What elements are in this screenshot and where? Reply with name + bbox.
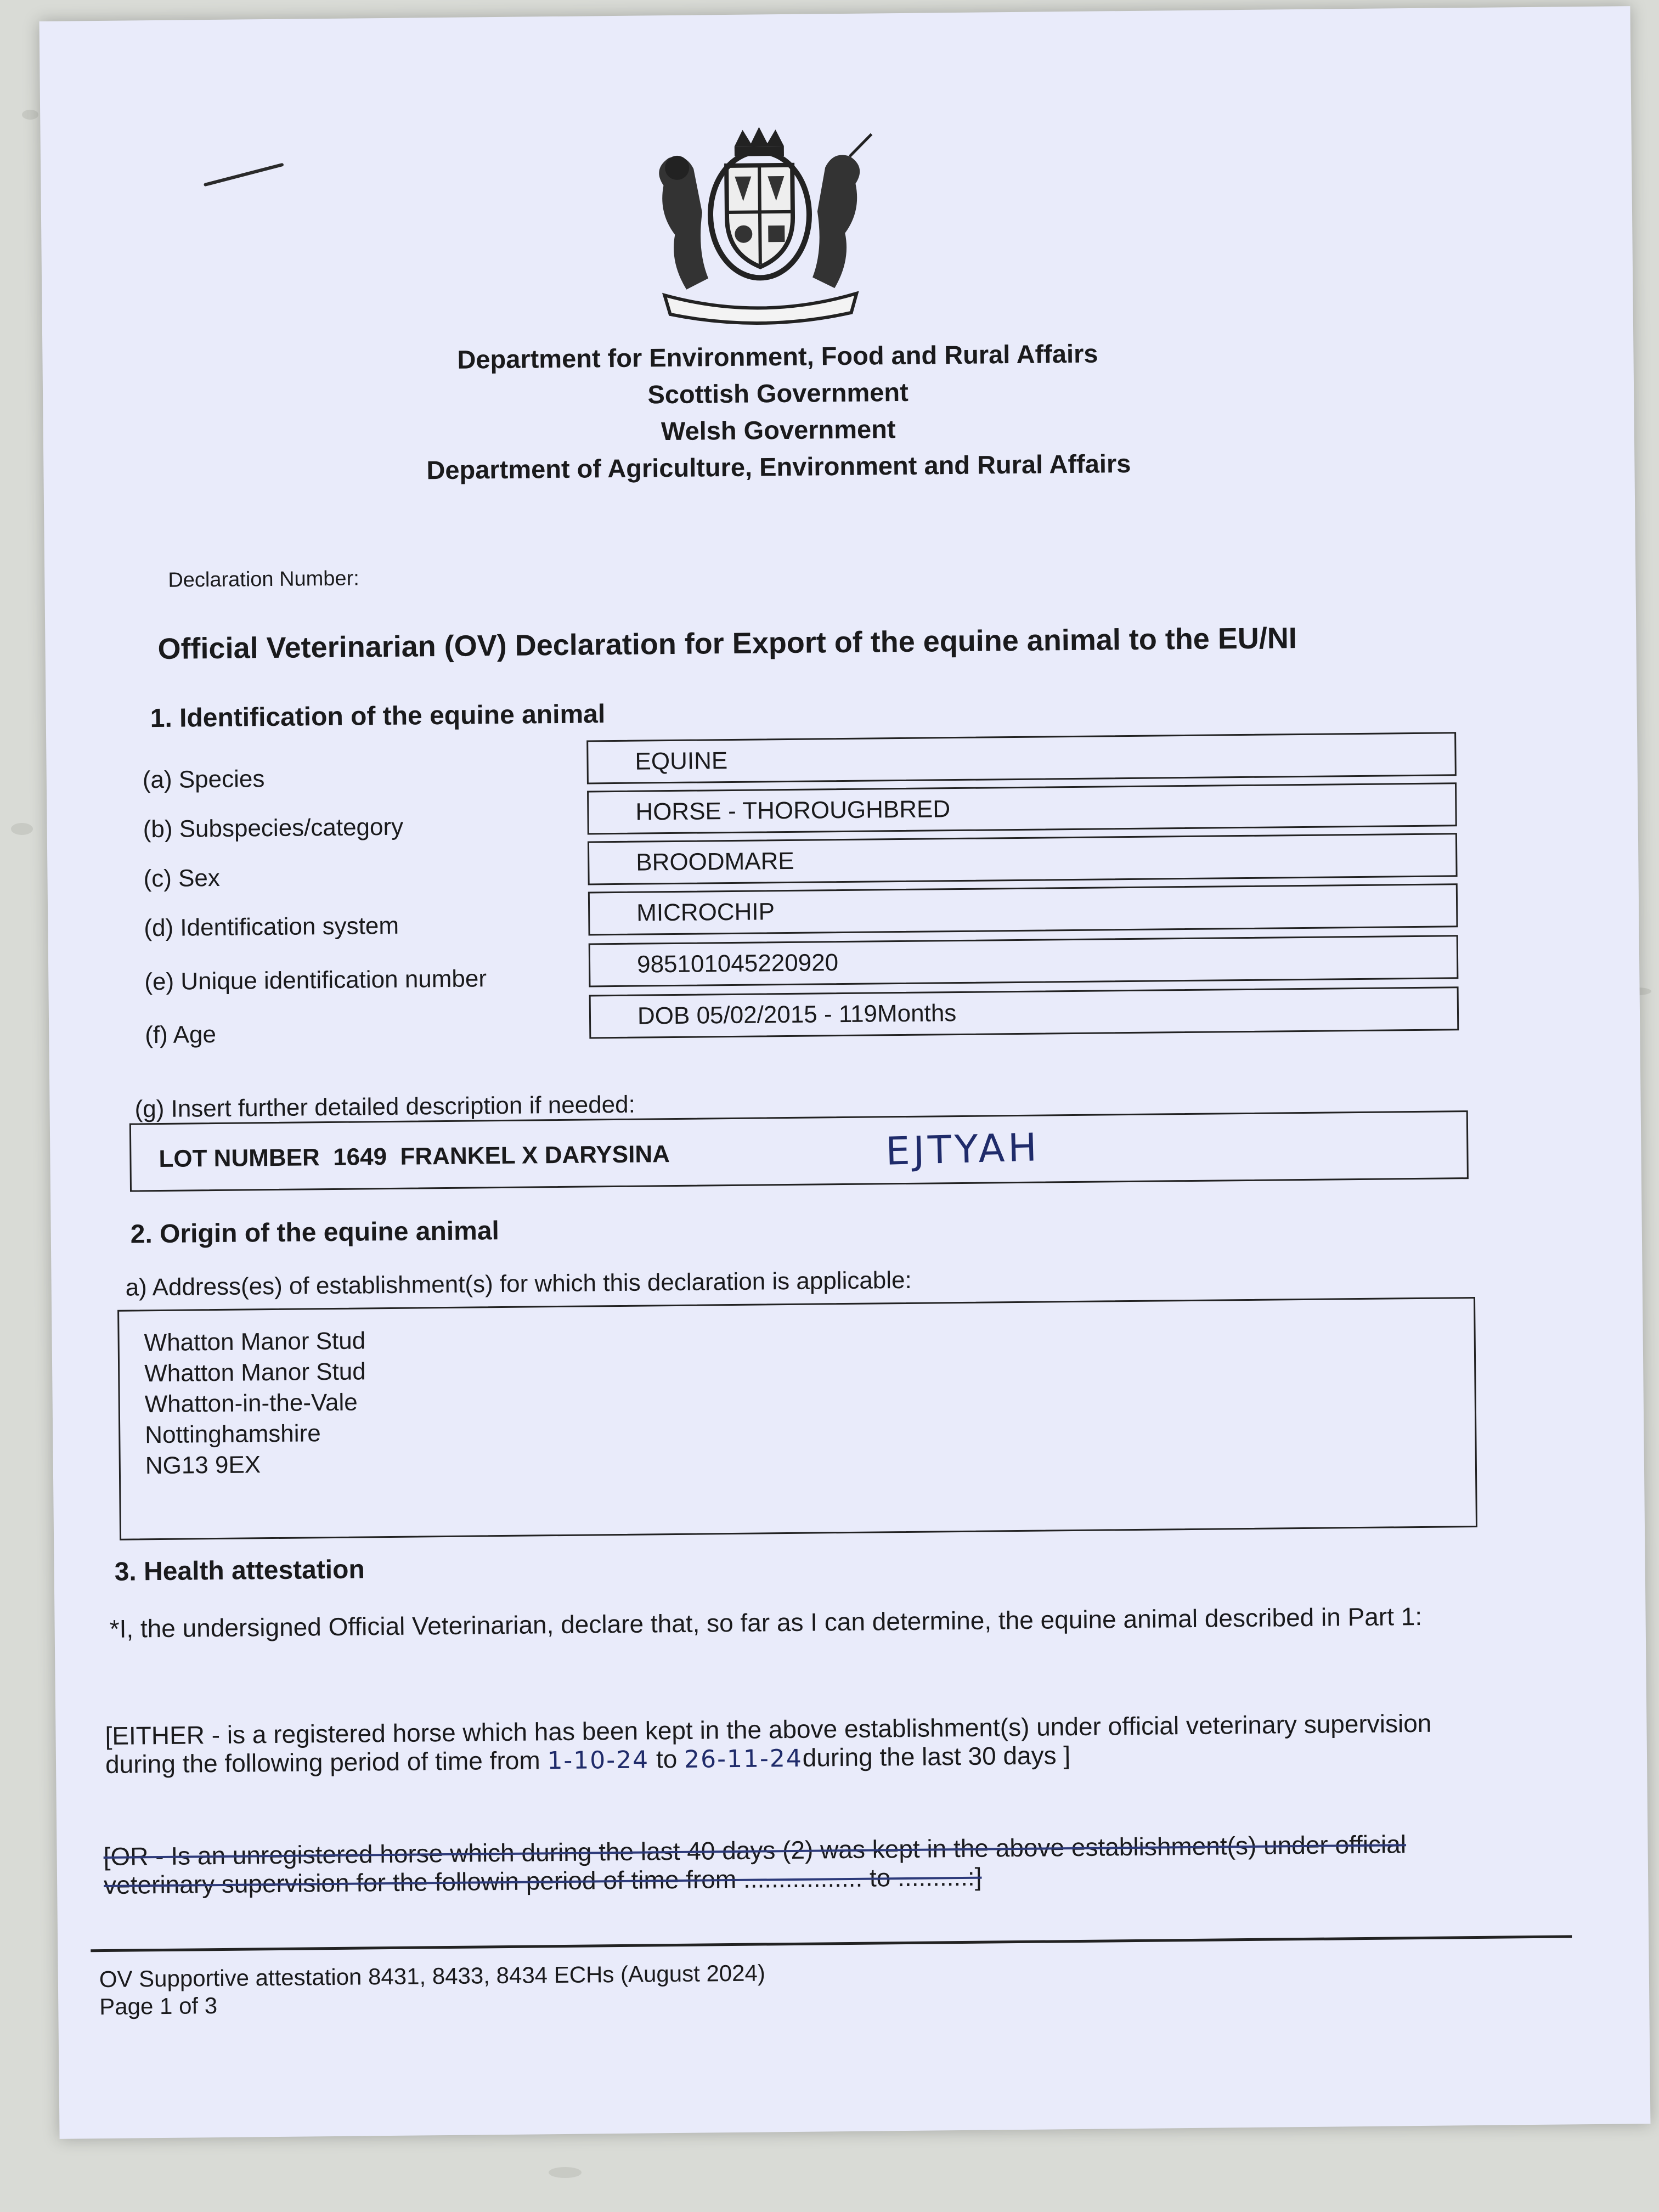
or-clause-struck-through: [OR - Is an unregistered horse which during the last 40 days (2) was kept in the above establishment(s) under official veterinary supervision for the followin period of time from ................. to ..........:] — [103, 1830, 1407, 1900]
address-line: NG13 9EX — [145, 1451, 261, 1480]
address-line: Whatton Manor Stud — [144, 1358, 366, 1387]
description-box — [129, 1110, 1469, 1192]
field-label-age: (f) Age — [145, 1020, 217, 1049]
department-defra: Department for Environment, Food and Rural Affairs — [457, 338, 1098, 374]
field-value-unique-id-number: 985101045220920 — [589, 935, 1459, 987]
section-3-heading: 3. Health attestation — [114, 1555, 365, 1587]
royal-coat-of-arms-logo — [630, 123, 890, 328]
description-handwritten-note: EJTYAH — [885, 1125, 1041, 1174]
issuing-departments — [42, 331, 1514, 492]
handwritten-from-date: 1-10-24 — [547, 1746, 650, 1775]
description-label: (g) Insert further detailed description if needed: — [134, 1091, 636, 1123]
section-1-heading: 1. Identification of the equine animal — [150, 699, 606, 733]
address-label: a) Address(es) of establishment(s) for which this declaration is applicable: — [125, 1266, 912, 1301]
pen-tick-mark — [204, 163, 284, 187]
declaration-document-page — [40, 6, 1651, 2139]
background-speck — [549, 2167, 582, 2178]
address-line: Whatton Manor Stud — [144, 1327, 366, 1357]
health-attestation-intro: *I, the undersigned Official Veterinarian, declare that, so far as I can determine, the equine animal described in Part 1: — [109, 1601, 1423, 1643]
field-value-age: DOB 05/02/2015 - 119Months — [589, 986, 1459, 1039]
either-to-word: to — [656, 1744, 678, 1774]
address-line: Nottinghamshire — [145, 1420, 321, 1449]
either-clause-text: [EITHER - is a registered horse which has been kept in the above establishment(s) under official veterinary supervision during the following period of time from — [105, 1708, 1432, 1779]
either-clause-ending: during the last 30 days ] — [802, 1741, 1071, 1772]
department-welsh-government: Welsh Government — [661, 414, 896, 446]
field-label-species: (a) Species — [142, 765, 265, 794]
field-value-species: EQUINE — [586, 732, 1457, 784]
address-line: Whatton-in-the-Vale — [144, 1389, 358, 1418]
section-2-heading: 2. Origin of the equine animal — [130, 1216, 500, 1249]
field-label-sex: (c) Sex — [143, 864, 221, 893]
department-daera: Department of Agriculture, Environment and Rural Affairs — [426, 448, 1131, 485]
footer-reference: OV Supportive attestation 8431, 8433, 8434 ECHs (August 2024) — [99, 1960, 766, 1993]
document-title: Official Veterinarian (OV) Declaration for Export of the equine animal to the EU/NI — [157, 622, 1297, 665]
background-speck — [22, 110, 38, 120]
address-box — [117, 1297, 1477, 1541]
field-value-subspecies: HORSE - THOROUGHBRED — [587, 782, 1457, 834]
footer-divider — [91, 1935, 1572, 1952]
field-label-identification-system: (d) Identification system — [144, 912, 399, 942]
field-value-identification-system: MICROCHIP — [588, 883, 1458, 935]
page-number: Page 1 of 3 — [99, 1993, 218, 2020]
declaration-number-label: Declaration Number: — [168, 567, 360, 592]
description-value: LOT NUMBER 1649 FRANKEL X DARYSINA — [159, 1141, 670, 1173]
handwritten-to-date: 26-11-24 — [684, 1744, 803, 1774]
field-value-sex: BROODMARE — [588, 833, 1458, 885]
either-clause — [105, 1708, 1466, 1780]
department-scottish-government: Scottish Government — [647, 377, 909, 409]
field-label-unique-id-number: (e) Unique identification number — [144, 965, 487, 996]
field-label-subspecies: (b) Subspecies/category — [143, 813, 404, 843]
footer — [99, 1959, 766, 2021]
background-speck — [11, 823, 33, 835]
